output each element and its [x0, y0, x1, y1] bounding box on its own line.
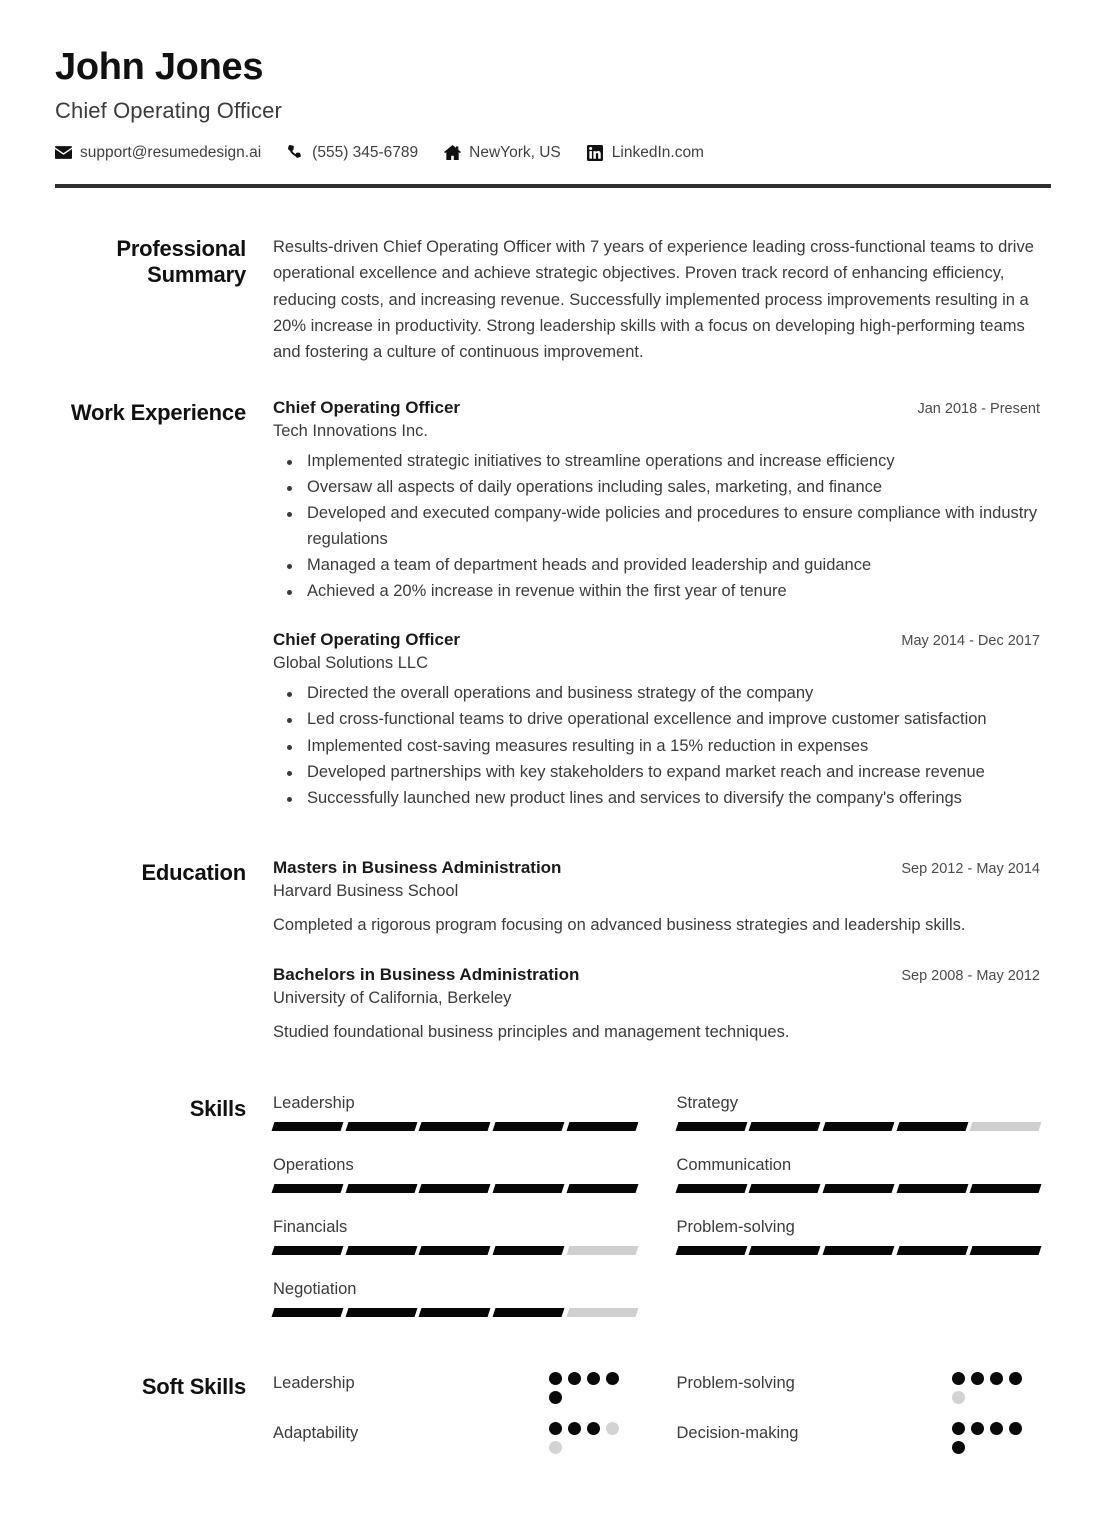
skill-item	[273, 1218, 637, 1255]
section-work-experience	[0, 398, 1095, 813]
list-item: Led cross-functional teams to drive operational excellence and improve customer satisfaction	[307, 707, 1040, 732]
skill-bar-segment	[970, 1122, 1042, 1131]
resume-header	[0, 0, 1095, 162]
experience-organization: Tech Innovations Inc.	[273, 421, 429, 440]
skill-rating-bar	[273, 1184, 637, 1193]
skill-bar-segment	[419, 1246, 491, 1255]
education-degree: Bachelors in Business Administration	[273, 964, 580, 984]
experience-entry-head	[273, 398, 1040, 418]
soft-skills-left-column	[273, 1372, 637, 1472]
list-item: Managed a team of department heads and provided leadership and guidance	[307, 553, 1040, 578]
skill-item	[677, 1156, 1041, 1193]
skill-item	[677, 1094, 1041, 1131]
soft-skill-item	[273, 1372, 637, 1404]
rating-dot	[1009, 1422, 1022, 1435]
header-divider	[55, 184, 1051, 188]
list-item: Implemented cost-saving measures resulting in a 15% reduction in expenses	[307, 734, 1040, 759]
skill-bar-segment	[419, 1308, 491, 1317]
soft-skills-grid	[273, 1372, 1040, 1472]
soft-skill-rating-dots	[952, 1372, 1040, 1404]
rating-dot	[587, 1422, 600, 1435]
skill-bar-segment	[749, 1246, 821, 1255]
skill-bar-segment	[970, 1246, 1042, 1255]
soft-skill-rating-dots	[549, 1372, 637, 1404]
rating-dot	[971, 1422, 984, 1435]
section-label-experience: Work Experience	[70, 399, 246, 425]
skill-rating-bar	[677, 1246, 1041, 1255]
rating-dot	[549, 1422, 562, 1435]
contact-phone[interactable]	[287, 144, 418, 162]
rating-dot	[549, 1372, 562, 1385]
skill-item	[677, 1218, 1041, 1255]
skill-bar-segment	[566, 1308, 638, 1317]
skills-grid	[273, 1094, 1040, 1342]
soft-skill-item	[677, 1422, 1041, 1454]
skill-bar-segment	[566, 1184, 638, 1193]
skill-bar-segment	[675, 1184, 747, 1193]
skill-item	[273, 1280, 637, 1317]
envelope-icon	[55, 144, 72, 161]
soft-skills-right-column	[677, 1372, 1041, 1472]
skill-bar-segment	[493, 1122, 565, 1131]
rating-dot	[990, 1422, 1003, 1435]
list-item: Developed partnerships with key stakeholders to expand market reach and increase revenue	[307, 760, 1040, 785]
section-label-summary: Professional Summary	[116, 235, 246, 287]
education-degree: Masters in Business Administration	[273, 858, 562, 878]
skill-bar-segment	[493, 1308, 565, 1317]
experience-entry	[273, 630, 1040, 811]
rating-dot	[587, 1372, 600, 1385]
experience-entry	[273, 398, 1040, 604]
skill-label: Strategy	[676, 1093, 738, 1112]
list-item: Implemented strategic initiatives to streamline operations and increase efficiency	[307, 449, 1040, 474]
linkedin-icon	[587, 144, 604, 161]
education-institution: Harvard Business School	[273, 882, 459, 901]
rating-dot	[990, 1372, 1003, 1385]
contact-email-text: support@resumedesign.ai	[80, 143, 262, 161]
education-entry	[273, 858, 1040, 939]
experience-bullets	[273, 449, 1040, 604]
skill-bar-segment	[566, 1122, 638, 1131]
skill-bar-segment	[419, 1122, 491, 1131]
contact-row	[55, 144, 1040, 162]
soft-skill-label: Adaptability	[273, 1423, 359, 1442]
candidate-job-title: Chief Operating Officer	[55, 97, 282, 123]
skill-bar-segment	[272, 1246, 344, 1255]
skill-item	[273, 1094, 637, 1131]
rating-dot	[549, 1391, 562, 1404]
list-item: Successfully launched new product lines and services to diversify the company's offerings	[307, 786, 1040, 811]
rating-dot	[952, 1441, 965, 1454]
section-soft-skills	[0, 1372, 1095, 1472]
skill-bar-segment	[896, 1184, 968, 1193]
education-institution: University of California, Berkeley	[273, 988, 512, 1007]
skill-bar-segment	[566, 1246, 638, 1255]
skill-bar-segment	[822, 1246, 894, 1255]
skill-rating-bar	[273, 1246, 637, 1255]
rating-dot	[606, 1422, 619, 1435]
experience-title: Chief Operating Officer	[273, 397, 461, 417]
rating-dot	[952, 1372, 965, 1385]
skill-bar-segment	[272, 1308, 344, 1317]
experience-bullets	[273, 681, 1040, 811]
contact-linkedin-text: LinkedIn.com	[611, 143, 704, 161]
summary-text: Results-driven Chief Operating Officer with 7 years of experience leading cross-functional teams to drive operational excellence and achieve strategic objectives. Proven track record of enhancing efficiency, reducing costs, and increasing revenue. Successfully implemented process improvements resulting in a 20% increase in productivity. Strong leadership skills with a focus on developing high-performing teams and fostering a culture of continuous improvement.	[273, 237, 1034, 362]
phone-icon	[287, 144, 304, 161]
skill-bar-segment	[896, 1122, 968, 1131]
skill-bar-segment	[345, 1308, 417, 1317]
experience-date: Jan 2018 - Present	[917, 400, 1040, 417]
skill-bar-segment	[272, 1184, 344, 1193]
list-item: Achieved a 20% increase in revenue within the first year of tenure	[307, 579, 1040, 604]
skill-bar-segment	[675, 1246, 747, 1255]
education-description: Studied foundational business principles and management techniques.	[273, 1022, 790, 1041]
skill-rating-bar	[273, 1308, 637, 1317]
soft-skill-label: Leadership	[273, 1373, 355, 1392]
skill-bar-segment	[675, 1122, 747, 1131]
section-label-skills: Skills	[189, 1095, 246, 1121]
skills-right-column	[677, 1094, 1041, 1342]
skill-label: Financials	[273, 1217, 348, 1236]
rating-dot	[606, 1372, 619, 1385]
soft-skill-rating-dots	[549, 1422, 637, 1454]
rating-dot	[952, 1422, 965, 1435]
skill-bar-segment	[345, 1122, 417, 1131]
education-date: Sep 2008 - May 2012	[901, 967, 1040, 984]
skill-bar-segment	[345, 1246, 417, 1255]
skill-bar-segment	[272, 1122, 344, 1131]
soft-skill-label: Decision-making	[676, 1423, 799, 1442]
rating-dot	[549, 1441, 562, 1454]
list-item: Developed and executed company-wide policies and procedures to ensure compliance with industry regulations	[307, 501, 1040, 551]
skill-label: Problem-solving	[676, 1217, 795, 1236]
rating-dot	[952, 1391, 965, 1404]
experience-entry-head	[273, 630, 1040, 650]
skill-label: Communication	[676, 1155, 792, 1174]
skill-bar-segment	[419, 1184, 491, 1193]
contact-location-text: NewYork, US	[469, 143, 561, 161]
skill-label: Leadership	[273, 1093, 355, 1112]
experience-date: May 2014 - Dec 2017	[901, 633, 1040, 650]
skill-bar-segment	[493, 1184, 565, 1193]
skill-item	[273, 1156, 637, 1193]
skill-rating-bar	[677, 1122, 1041, 1131]
home-icon	[444, 144, 461, 161]
skill-bar-segment	[749, 1122, 821, 1131]
section-label-soft-skills: Soft Skills	[141, 1373, 246, 1399]
section-professional-summary	[0, 234, 1095, 366]
skill-bar-segment	[822, 1122, 894, 1131]
education-date: Sep 2012 - May 2014	[901, 861, 1040, 878]
education-entry-head	[273, 965, 1040, 985]
rating-dot	[1009, 1372, 1022, 1385]
rating-dot	[568, 1372, 581, 1385]
section-skills	[0, 1094, 1095, 1342]
soft-skill-item	[677, 1372, 1041, 1404]
skill-bar-segment	[970, 1184, 1042, 1193]
skill-bar-segment	[345, 1184, 417, 1193]
skill-label: Negotiation	[273, 1279, 357, 1298]
soft-skill-rating-dots	[952, 1422, 1040, 1454]
contact-email[interactable]	[55, 144, 261, 162]
skill-bar-segment	[896, 1246, 968, 1255]
skill-rating-bar	[273, 1122, 637, 1131]
section-education	[0, 858, 1095, 1045]
skill-bar-segment	[749, 1184, 821, 1193]
soft-skill-item	[273, 1422, 637, 1454]
skill-bar-segment	[822, 1184, 894, 1193]
education-description: Completed a rigorous program focusing on advanced business strategies and leadership skills.	[273, 916, 966, 935]
skill-bar-segment	[493, 1246, 565, 1255]
rating-dot	[971, 1372, 984, 1385]
experience-title: Chief Operating Officer	[273, 630, 461, 650]
skill-label: Operations	[273, 1155, 354, 1174]
contact-location[interactable]	[444, 144, 561, 162]
rating-dot	[568, 1422, 581, 1435]
experience-organization: Global Solutions LLC	[273, 654, 429, 673]
section-label-education: Education	[141, 860, 246, 886]
skills-left-column	[273, 1094, 637, 1342]
skill-rating-bar	[677, 1184, 1041, 1193]
contact-phone-text: (555) 345-6789	[312, 143, 419, 161]
list-item: Oversaw all aspects of daily operations including sales, marketing, and finance	[307, 475, 1040, 500]
contact-linkedin[interactable]	[587, 144, 704, 162]
candidate-name: John Jones	[55, 46, 264, 88]
education-entry-head	[273, 858, 1040, 878]
soft-skill-label: Problem-solving	[676, 1373, 795, 1392]
list-item: Directed the overall operations and business strategy of the company	[307, 681, 1040, 706]
education-entry	[273, 965, 1040, 1046]
